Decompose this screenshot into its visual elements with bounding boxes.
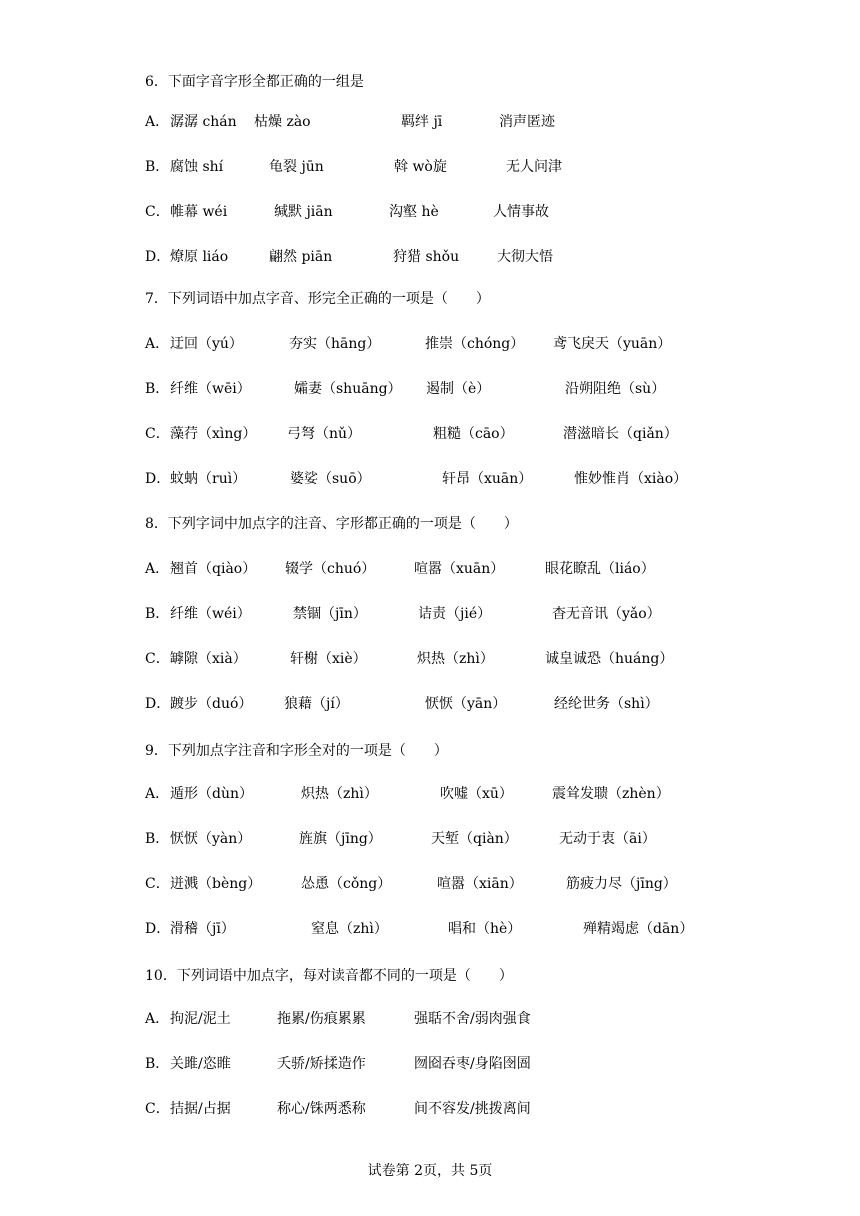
question-7-option-a [145, 335, 845, 353]
question-10-option-b [145, 1055, 845, 1073]
option-item: 弓弩（nǔ） [287, 426, 362, 442]
option-label: A． [145, 1011, 170, 1027]
question-7-stem: 7．下列词语中加点字音、形完全正确的一项是（ ） [145, 291, 490, 307]
option-item: 天堑（qiàn） [431, 831, 518, 847]
option-item: 迂回（yú） [170, 336, 243, 352]
option-item: 经纶世务（shì） [554, 696, 659, 712]
option-item: 孀妻（shuāng） [294, 381, 402, 397]
option-item: 震耸发聩（zhèn） [552, 786, 670, 802]
question-8-stem: 8．下列字词中加点字的注音、字形都正确的一项是（ ） [145, 516, 518, 532]
option-item: 大彻大悟 [497, 249, 553, 265]
option-item: 拮据/占据 [170, 1101, 231, 1117]
option-item: 夯实（hāng） [289, 336, 381, 352]
option-item: 间不容发/挑拨离间 [414, 1101, 531, 1117]
option-item: 遁形（dùn） [170, 786, 253, 802]
option-item: 无人问津 [506, 159, 562, 175]
question-6-option-a [145, 113, 845, 131]
question-9-option-d [145, 920, 845, 938]
question-10-option-c [145, 1100, 845, 1118]
option-item: 滑稽（jī） [170, 921, 235, 937]
option-item: 纤维（wéi） [170, 606, 251, 622]
question-6-option-d [145, 248, 845, 266]
option-label: B． [145, 831, 170, 847]
option-item: 强聒不舍/弱肉强食 [414, 1011, 531, 1027]
question-6-option-b [145, 158, 845, 176]
option-item: 纤维（wēi） [170, 381, 251, 397]
option-item: 人情事故 [493, 204, 549, 220]
option-item: 羁绊 jī [401, 114, 443, 130]
option-label: A． [145, 336, 170, 352]
option-item: 唱和（hè） [448, 921, 522, 937]
option-item: 惟妙惟肖（xiào） [574, 471, 688, 487]
option-item: 龟裂 jūn [269, 159, 324, 175]
option-item: 筋疲力尽（jīng） [566, 876, 677, 892]
question-6-stem: 6．下面字音字形全都正确的一组是 [145, 74, 364, 90]
option-item: 称心/铢两悉称 [277, 1101, 366, 1117]
option-item: 窒息（zhì） [311, 921, 388, 937]
question-7-option-c [145, 425, 845, 443]
option-item: 轩昂（xuān） [442, 471, 533, 487]
option-item: 拘泥/泥土 [170, 1011, 231, 1027]
option-label: D． [145, 471, 171, 487]
option-label: D． [145, 249, 171, 265]
question-7-option-d [145, 470, 845, 488]
option-label: B． [145, 381, 170, 397]
option-label: D． [145, 921, 171, 937]
option-item: 无动于衷（āi） [559, 831, 656, 847]
option-item: 诚皇诚恐（huáng） [545, 651, 674, 667]
option-item: 翘首（qiào） [170, 561, 257, 577]
option-item: 吹嘘（xū） [440, 786, 513, 802]
option-item: 推崇（chóng） [425, 336, 525, 352]
option-item: 禁锢（jīn） [293, 606, 367, 622]
option-item: 枯燥 zào [254, 114, 311, 130]
option-label: A． [145, 561, 170, 577]
option-item: 沟壑 hè [389, 204, 439, 220]
option-item: 喧嚣（xuān） [414, 561, 505, 577]
question-6-option-c [145, 203, 845, 221]
option-item: 狩猎 shǒu [393, 249, 460, 265]
option-label: D． [145, 696, 171, 712]
option-item: 潺潺 chán [170, 114, 237, 130]
option-label: A． [145, 114, 170, 130]
question-8-option-a [145, 560, 845, 578]
option-item: 踱步（duó） [170, 696, 253, 712]
question-9-option-c [145, 875, 845, 893]
option-item: 喧嚣（xiān） [437, 876, 523, 892]
option-label: B． [145, 159, 170, 175]
option-item: 杳无音讯（yǎo） [552, 606, 661, 622]
option-item: 眼花瞭乱（liáo） [545, 561, 655, 577]
option-item: 翩然 piān [269, 249, 333, 265]
option-label: A． [145, 786, 170, 802]
question-7-option-b [145, 380, 845, 398]
option-label: C． [145, 651, 170, 667]
option-item: 腐蚀 shí [170, 159, 224, 175]
option-item: 殚精竭虑（dān） [583, 921, 694, 937]
option-item: 恹恹（yān） [425, 696, 507, 712]
option-item: 沿朔阻绝（sù） [565, 381, 666, 397]
option-item: 蚊蚋（ruì） [170, 471, 247, 487]
option-item: 恹恹（yàn） [170, 831, 252, 847]
option-item: 怂恿（cǒng） [301, 876, 392, 892]
question-9-stem: 9．下列加点字注音和字形全对的一项是（ ） [145, 743, 448, 759]
option-item: 潜滋暗长（qiǎn） [563, 426, 678, 442]
option-item: 拖累/伤痕累累 [277, 1011, 366, 1027]
option-item: 迸溅（bèng） [170, 876, 262, 892]
question-9-option-a [145, 785, 845, 803]
option-item: 鸢飞戾天（yuān） [553, 336, 672, 352]
option-item: 粗糙（cāo） [433, 426, 514, 442]
option-item: 帷幕 wéi [170, 204, 228, 220]
option-label: C． [145, 876, 170, 892]
option-item: 旌旗（jīng） [299, 831, 382, 847]
option-item: 罅隙（xià） [170, 651, 247, 667]
option-item: 夭骄/矫揉造作 [277, 1056, 366, 1072]
question-8-option-b [145, 605, 845, 623]
option-item: 炽热（zhì） [301, 786, 378, 802]
option-item: 轩榭（xiè） [290, 651, 367, 667]
option-item: 斡 wò旋 [394, 159, 447, 175]
option-item: 囫囵吞枣/身陷囹圄 [414, 1056, 531, 1072]
option-item: 诘责（jié） [418, 606, 492, 622]
question-8-option-c [145, 650, 845, 668]
question-10-stem: 10．下列词语中加点字，每对读音都不同的一项是（ ） [145, 968, 513, 984]
option-item: 缄默 jiān [274, 204, 333, 220]
option-label: C． [145, 1101, 170, 1117]
option-item: 消声匿迹 [499, 114, 555, 130]
option-item: 辍学（chuó） [285, 561, 376, 577]
question-9-option-b [145, 830, 845, 848]
page-footer: 试卷第 2页，共 5页 [367, 1163, 493, 1179]
option-label: B． [145, 606, 170, 622]
option-label: B． [145, 1056, 170, 1072]
option-item: 遏制（è） [426, 381, 491, 397]
option-item: 藻荇（xìng） [170, 426, 257, 442]
question-8-option-d [145, 695, 845, 713]
option-label: C． [145, 426, 170, 442]
option-item: 狼藉（jí） [284, 696, 349, 712]
option-item: 关雎/恣睢 [170, 1056, 231, 1072]
option-item: 炽热（zhì） [417, 651, 494, 667]
option-label: C． [145, 204, 170, 220]
question-10-option-a [145, 1010, 845, 1028]
option-item: 婆娑（suō） [290, 471, 371, 487]
option-item: 燎原 liáo [170, 249, 229, 265]
